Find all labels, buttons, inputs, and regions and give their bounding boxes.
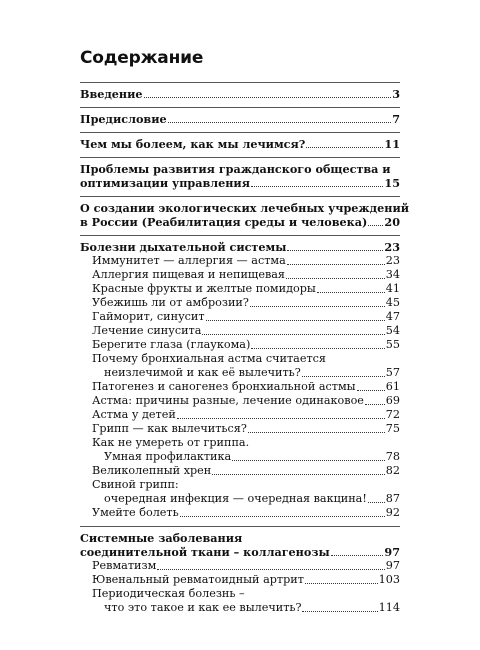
leader-dots [177, 418, 385, 419]
leader-dots [248, 432, 385, 433]
page-number: 41 [385, 282, 400, 295]
divider [80, 157, 400, 158]
page-number: 20 [384, 215, 400, 229]
page-number: 97 [385, 559, 400, 572]
leader-dots [202, 334, 384, 335]
leader-dots [305, 583, 378, 584]
toc-entry-preface[interactable]: Предисловие 7 [80, 112, 400, 126]
toc-entry-section[interactable]: Умейте болеть 92 [92, 506, 400, 519]
page-title: Содержание [80, 48, 204, 68]
leader-dots [251, 186, 383, 187]
leader-dots [250, 306, 385, 307]
leader-dots [365, 404, 385, 405]
leader-dots [251, 348, 384, 349]
leader-dots [180, 516, 385, 517]
leader-dots [368, 225, 383, 226]
toc-entry-section[interactable]: Ревматизм 97 [92, 559, 400, 572]
leader-dots [368, 502, 385, 503]
leader-dots [206, 320, 385, 321]
page-number: 72 [385, 408, 400, 421]
page-number: 7 [392, 112, 400, 126]
toc-entry-section[interactable]: Периодическая болезнь – что это такое и как ее вылечить? 114 [92, 587, 400, 614]
divider [80, 196, 400, 197]
page-number: 78 [385, 450, 400, 463]
toc-page [80, 48, 410, 615]
toc-entry-intro[interactable]: Введение 3 [80, 87, 400, 101]
page-number: 11 [384, 137, 400, 151]
toc-entry-section[interactable]: Астма: причины разные, лечение одинаковое 69 [92, 394, 400, 407]
divider [80, 235, 400, 236]
leader-dots [287, 250, 383, 251]
page-number: 45 [385, 296, 400, 309]
page-number: 97 [384, 545, 400, 559]
leader-dots [287, 264, 385, 265]
page-number: 57 [385, 366, 400, 379]
table-of-contents [80, 82, 410, 615]
page-number: 3 [392, 87, 400, 101]
page-number: 87 [385, 492, 400, 505]
page-number: 47 [385, 310, 400, 323]
leader-dots [157, 569, 384, 570]
divider [80, 107, 400, 108]
toc-entry-section[interactable]: Берегите глаза (глаукома) 55 [92, 338, 400, 351]
page-number: 34 [385, 268, 400, 281]
page-number: 61 [385, 380, 400, 393]
toc-entry-section[interactable]: Гайморит, синусит 47 [92, 310, 400, 323]
toc-entry-chapter[interactable]: Системные заболевания соединительной ткани – коллагенозы 97 [80, 531, 400, 559]
leader-dots [286, 278, 385, 279]
page-number: 82 [385, 464, 400, 477]
divider [80, 526, 400, 527]
leader-dots [306, 147, 383, 148]
toc-entry-section[interactable]: Красные фрукты и желтые помидоры 41 [92, 282, 400, 295]
leader-dots [357, 390, 385, 391]
leader-dots [144, 97, 392, 98]
toc-entry-section[interactable]: Как не умереть от гриппа. Умная профилактика 78 [92, 436, 400, 463]
page-number: 54 [385, 324, 400, 337]
page-number: 15 [384, 176, 400, 190]
toc-entry-section[interactable]: Патогенез и саногенез бронхиальной астмы 61 [92, 380, 400, 393]
toc-entry-chapter[interactable]: О создании экологических лечебных учреждений в России (Реабилитация среды и человека) 20 [80, 201, 410, 229]
leader-dots [331, 555, 384, 556]
divider [80, 132, 400, 133]
page-number: 23 [385, 254, 400, 267]
toc-entry-section[interactable]: Свиной грипп: очередная инфекция — очередная вакцина! 87 [92, 478, 400, 505]
page-number: 23 [384, 240, 400, 254]
leader-dots [168, 122, 392, 123]
toc-entry-section[interactable]: Иммунитет — аллергия — астма 23 [92, 254, 400, 267]
divider [80, 82, 400, 83]
toc-entry-section[interactable]: Ювенальный ревматоидный артрит 103 [92, 573, 400, 586]
toc-entry-chapter[interactable]: Болезни дыхательной системы 23 [80, 240, 400, 254]
toc-entry-section[interactable]: Убежишь ли от амброзии? 45 [92, 296, 400, 309]
leader-dots [302, 376, 385, 377]
page-number: 75 [385, 422, 400, 435]
toc-entry-section[interactable]: Великолепный хрен 82 [92, 464, 400, 477]
toc-entry-section[interactable]: Астма у детей 72 [92, 408, 400, 421]
toc-entry-section[interactable]: Лечение синусита 54 [92, 324, 400, 337]
leader-dots [232, 460, 385, 461]
page-number: 92 [385, 506, 400, 519]
toc-entry-section[interactable]: Почему бронхиальная астма считается неизлечимой и как её вылечить? 57 [92, 352, 400, 379]
page-number: 114 [378, 601, 400, 614]
page-number: 103 [378, 573, 400, 586]
toc-entry-section[interactable]: Грипп — как вылечиться? 75 [92, 422, 400, 435]
page-number: 55 [385, 338, 400, 351]
page-number: 69 [385, 394, 400, 407]
leader-dots [317, 292, 385, 293]
toc-entry-chapter[interactable]: Проблемы развития гражданского общества и оптимизации управления 15 [80, 162, 400, 190]
toc-entry-section[interactable]: Аллергия пищевая и непищевая 34 [92, 268, 400, 281]
leader-dots [302, 611, 377, 612]
toc-entry-chapter[interactable]: Чем мы болеем, как мы лечимся? 11 [80, 137, 400, 151]
leader-dots [212, 474, 385, 475]
